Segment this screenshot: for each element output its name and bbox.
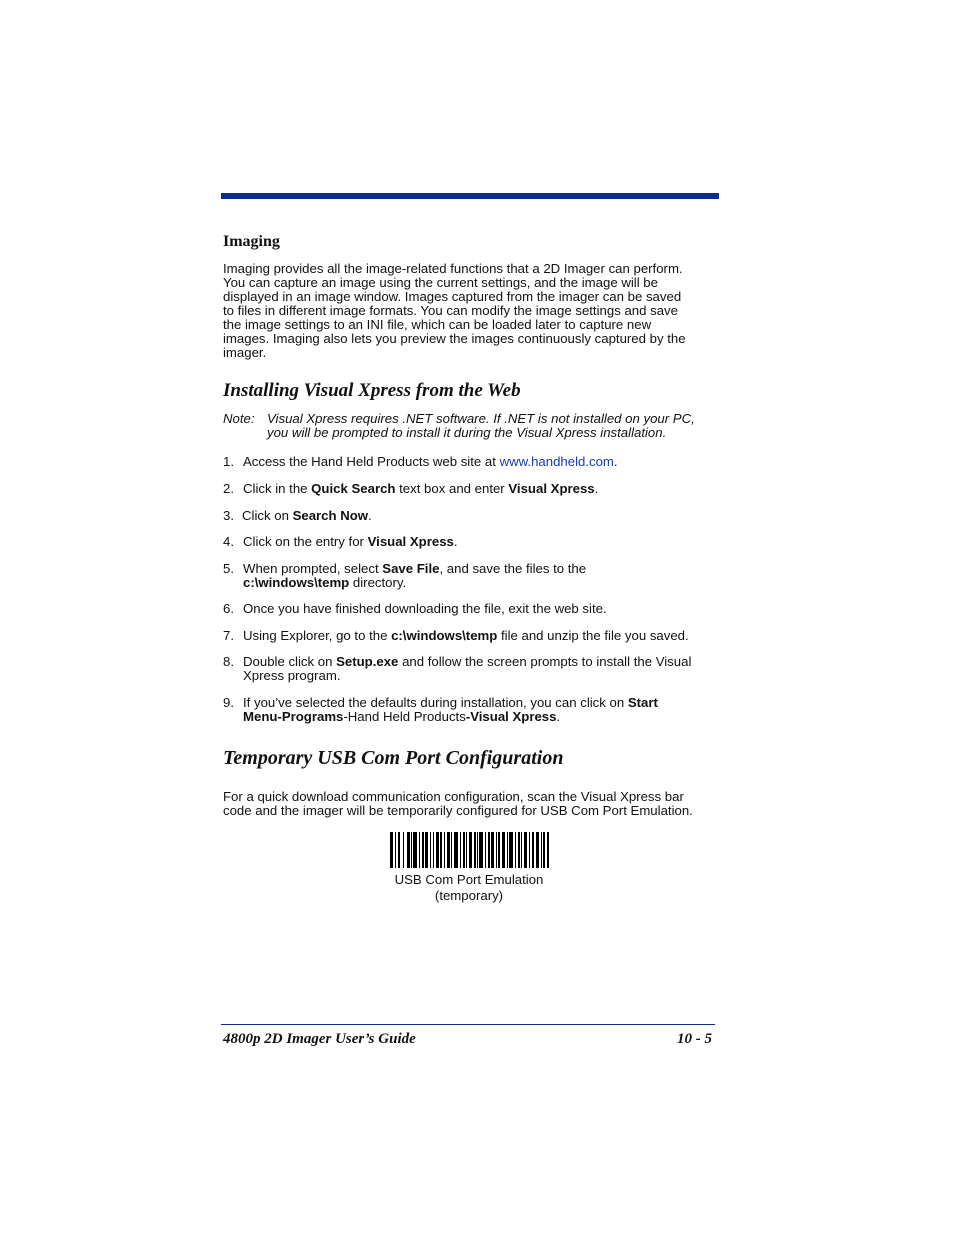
imaging-paragraph: Imaging provides all the image-related functions that a 2D Imager can perform. You can capture an image using the current settings, and the image will be displayed in an image window. Images captured from the imager can be saved to files in different image formats. You can modify the image settings and save the image settings to an INI file, which can be loaded later to capture new images. Imaging also lets you preview the images continuously captured by the imager. [223,261,686,360]
footer-guide-title: 4800p 2D Imager User’s Guide [223,1031,416,1047]
handheld-link[interactable]: www.handheld.com [499,454,614,469]
footer-rule [221,1024,715,1025]
usb-heading: Temporary USB Com Port Configuration [223,747,564,769]
usb-com-port-barcode [390,832,549,868]
usb-paragraph: For a quick download communication configuration, scan the Visual Xpress bar code and the imager will be temporarily configured for USB Com Port Emulation. [223,789,693,818]
top-rule [221,193,719,199]
install-heading: Installing Visual Xpress from the Web [223,380,521,401]
footer-page-number: 10 - 5 [677,1031,712,1047]
note-label: Note: [223,411,255,426]
barcode-caption: USB Com Port Emulation (temporary) [394,872,544,903]
imaging-heading: Imaging [223,233,280,250]
note-text: Visual Xpress requires .NET software. If .NET is not installed on your PC, you will be prompted to install it during the Visual Xpress installation. [267,411,695,440]
